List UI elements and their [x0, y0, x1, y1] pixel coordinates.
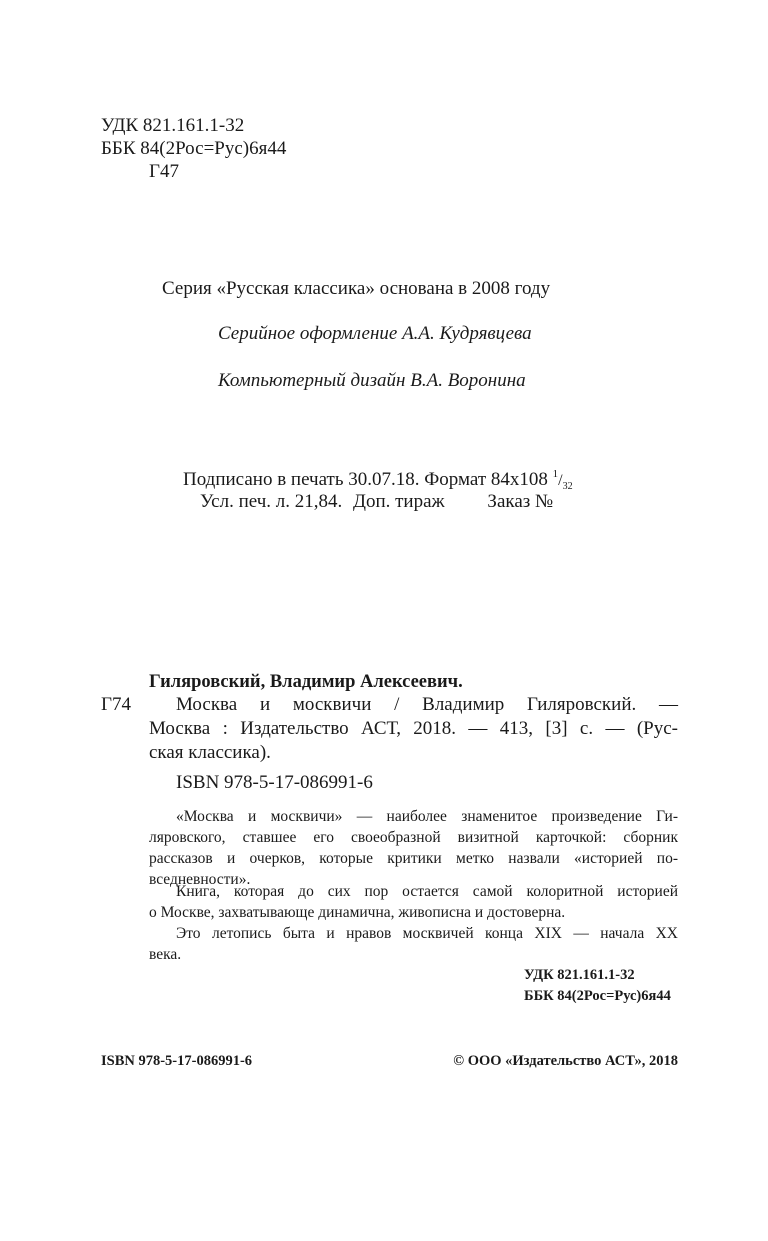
- annotation-p3-line-2: века.: [149, 946, 182, 963]
- bbk-code: ББК 84(2Рос=Рус)6я44: [101, 138, 287, 159]
- print-signed-text: Подписано в печать 30.07.18. Формат 84x108: [183, 469, 548, 490]
- format-numerator: 1: [552, 468, 559, 480]
- catalog-mark: Г74: [101, 694, 131, 715]
- annotation-p1-line-1: «Москва и москвичи» — наиболее знаменитое произведение Ги-: [176, 808, 678, 825]
- udk-code: УДК 821.161.1-32: [101, 115, 245, 136]
- annotation-p2-line-2: о Москве, захватывающе динамична, живописна и достоверна.: [149, 904, 566, 921]
- annotation-p2-line-1: Книга, которая до сих пор остается самой колоритной историей: [176, 883, 678, 900]
- catalog-desc-line-3: ская классика).: [149, 742, 271, 763]
- annotation-p1-line-4: вседневности».: [149, 871, 251, 888]
- format-denominator: 32: [562, 481, 573, 492]
- catalog-desc-line-1: Москва и москвичи / Владимир Гиляровский. —: [176, 694, 678, 715]
- annotation-p3-line-1: Это летопись быта и нравов москвичей конца XIX — начала XX: [176, 925, 678, 942]
- annotation-p1-line-3: рассказов и очерков, которые критики метко назвали «историей по-: [149, 850, 678, 867]
- author-mark: Г47: [149, 161, 179, 182]
- catalog-author: Гиляровский, Владимир Алексеевич.: [149, 672, 463, 692]
- format-slash: /: [558, 472, 563, 489]
- bottom-isbn: ISBN 978-5-17-086991-6: [101, 1053, 253, 1069]
- series-design-credit: Серийное оформление А.А. Кудрявцева: [218, 323, 532, 344]
- catalog-isbn: ISBN 978-5-17-086991-6: [176, 772, 373, 793]
- computer-design-credit: Компьютерный дизайн В.А. Воронина: [218, 370, 526, 391]
- footer-udk-code: УДК 821.161.1-32: [524, 967, 635, 983]
- print-sheets-line: [200, 490, 553, 514]
- print-additional-run: Доп. тираж: [353, 491, 445, 512]
- catalog-desc-line-2: Москва : Издательство АСТ, 2018. — 413, [3] с. — (Рус-: [149, 718, 678, 739]
- print-order-number: Заказ №: [487, 491, 554, 512]
- series-note: Серия «Русская классика» основана в 2008 году: [162, 278, 551, 299]
- copyright-notice: © ООО «Издательство АСТ», 2018: [453, 1053, 678, 1069]
- print-sheets: Усл. печ. л. 21,84.: [200, 491, 343, 512]
- annotation-p1-line-2: ляровского, ставшее его своеобразной визитной карточкой: сборник: [149, 829, 678, 846]
- footer-bbk-code: ББК 84(2Рос=Рус)6я44: [524, 988, 671, 1004]
